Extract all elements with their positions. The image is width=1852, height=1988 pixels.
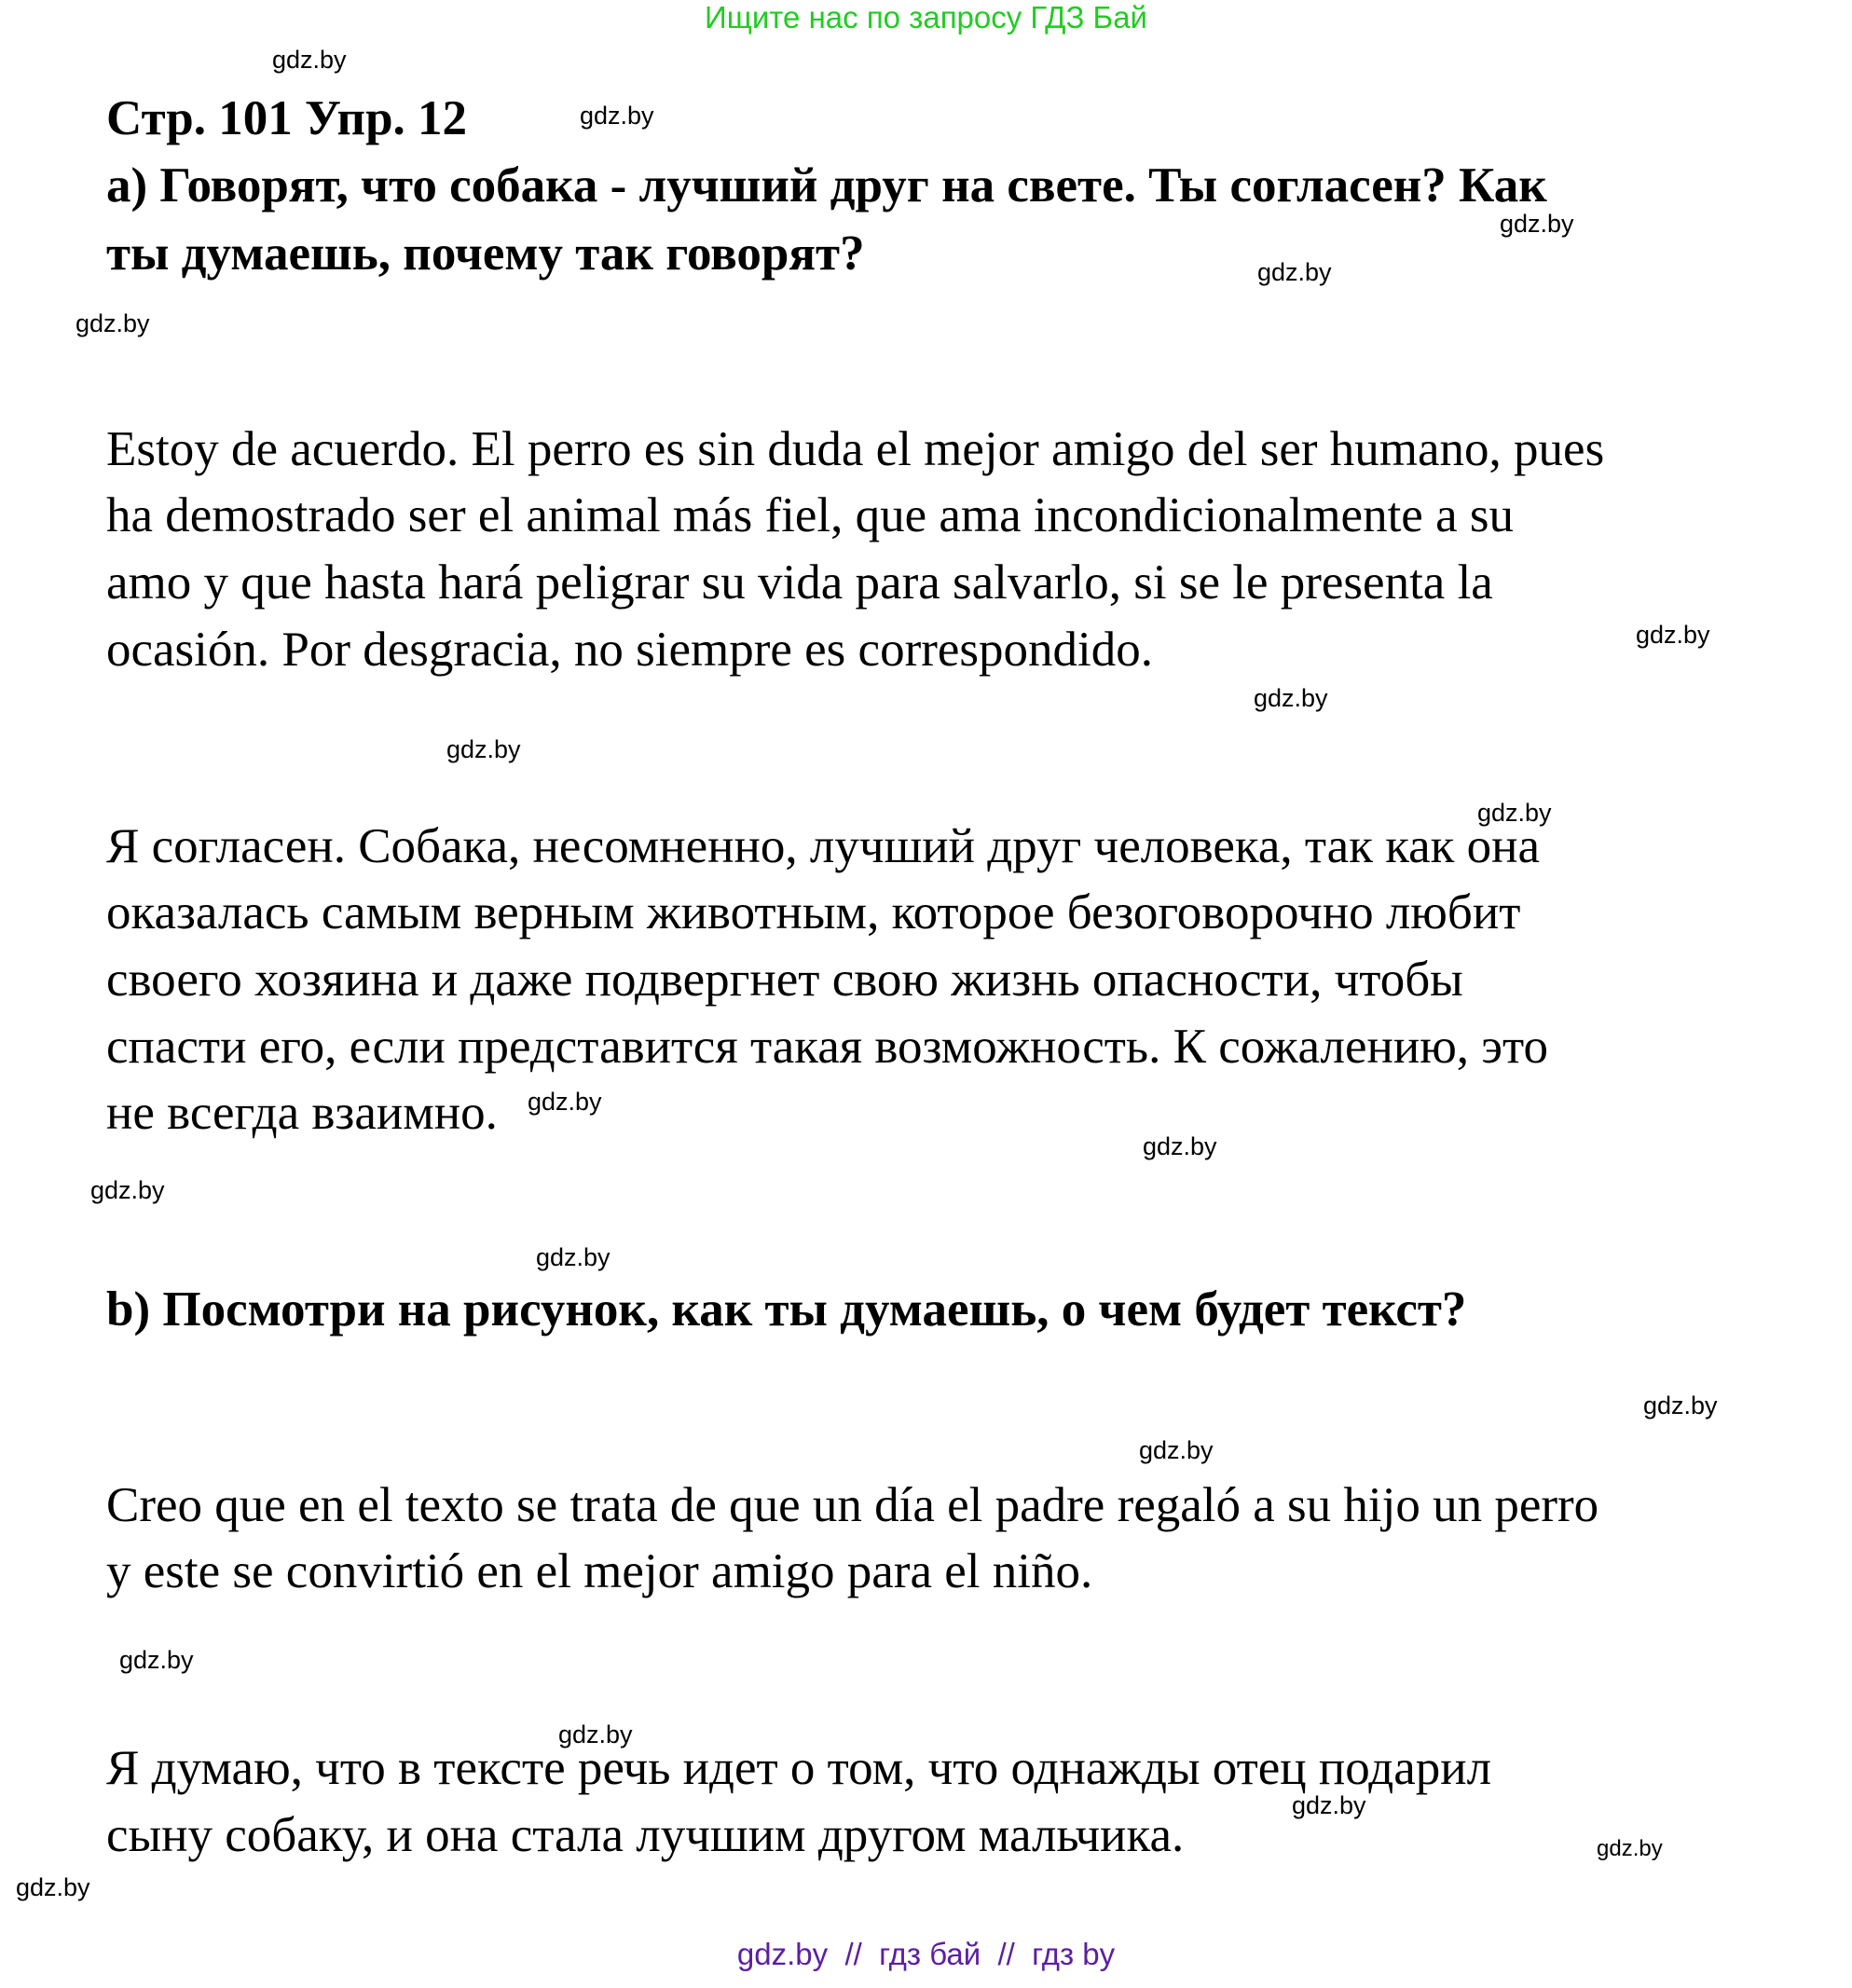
footer-links[interactable]: gdz.by // гдз бай // гдз by [736, 1937, 1116, 1971]
answer-a-ru-line: не всегда взаимно. [106, 1086, 498, 1140]
watermark: gdz.by [528, 1088, 602, 1116]
watermark: gdz.by [446, 735, 521, 763]
watermark: gdz.by [272, 46, 347, 74]
answer-a-ru-line: Я согласен. Собака, несомненно, лучший друг человека, так как она [106, 819, 1541, 873]
page-title: Стр. 101 Упр. 12 [106, 91, 468, 145]
watermark: gdz.by [1143, 1132, 1217, 1160]
watermark: gdz.by [1292, 1791, 1366, 1819]
watermark: gdz.by [536, 1243, 610, 1271]
answer-b-es-line: Creo que en el texto se trata de que un día el padre regaló a su hijo un perro [106, 1478, 1599, 1532]
answer-a-es-line: Estoy de acuerdo. El perro es sin duda el mejor amigo del ser humano, pues [106, 422, 1605, 476]
watermark: gdz.by [1254, 684, 1328, 712]
watermark: gdz.by [1477, 799, 1552, 827]
watermark: gdz.by [1500, 210, 1574, 238]
watermark: gdz.by [1597, 1836, 1663, 1861]
answer-a-es-line: amo y que hasta hará peligrar su vida para salvarlo, si se le presenta la [106, 555, 1493, 610]
answer-b-es-line: y este se convirtió en el mejor amigo para el niño. [106, 1544, 1093, 1598]
answer-a-es-line: ha demostrado ser el animal más fiel, que ama incondicionalmente a su [106, 488, 1514, 542]
watermark: gdz.by [90, 1176, 165, 1204]
answer-a-ru-line: оказалась самым верным животным, которое безоговорочно любит [106, 885, 1521, 939]
answer-b-ru-line: сыну собаку, и она стала лучшим другом мальчика. [106, 1808, 1185, 1862]
watermark: gdz.by [1257, 258, 1332, 286]
question-a-line: ты думаешь, почему так говорят? [106, 226, 865, 281]
watermark: gdz.by [580, 102, 654, 130]
top-banner[interactable]: Ищите нас по запросу ГДЗ Бай [705, 0, 1147, 34]
watermark: gdz.by [75, 309, 150, 337]
watermark: gdz.by [1636, 621, 1710, 649]
watermark: gdz.by [16, 1873, 90, 1901]
answer-b-ru-line: Я думаю, что в тексте речь идет о том, что однажды отец подарил [106, 1741, 1492, 1795]
question-a-line: а) Говорят, что собака - лучший друг на свете. Ты согласен? Как [106, 158, 1547, 213]
watermark: gdz.by [1139, 1436, 1214, 1464]
watermark: gdz.by [119, 1646, 194, 1674]
question-b: b) Посмотри на рисунок, как ты думаешь, о чем будет текст? [106, 1282, 1467, 1337]
answer-a-ru-line: своего хозяина и даже подвергнет свою жизнь опасности, чтобы [106, 953, 1463, 1007]
watermark: gdz.by [558, 1721, 633, 1748]
answer-a-es-line: ocasión. Por desgracia, no siempre es correspondido. [106, 623, 1153, 677]
watermark: gdz.by [1643, 1392, 1718, 1419]
answer-a-ru-line: спасти его, если представится такая возможность. К сожалению, это [106, 1020, 1549, 1074]
